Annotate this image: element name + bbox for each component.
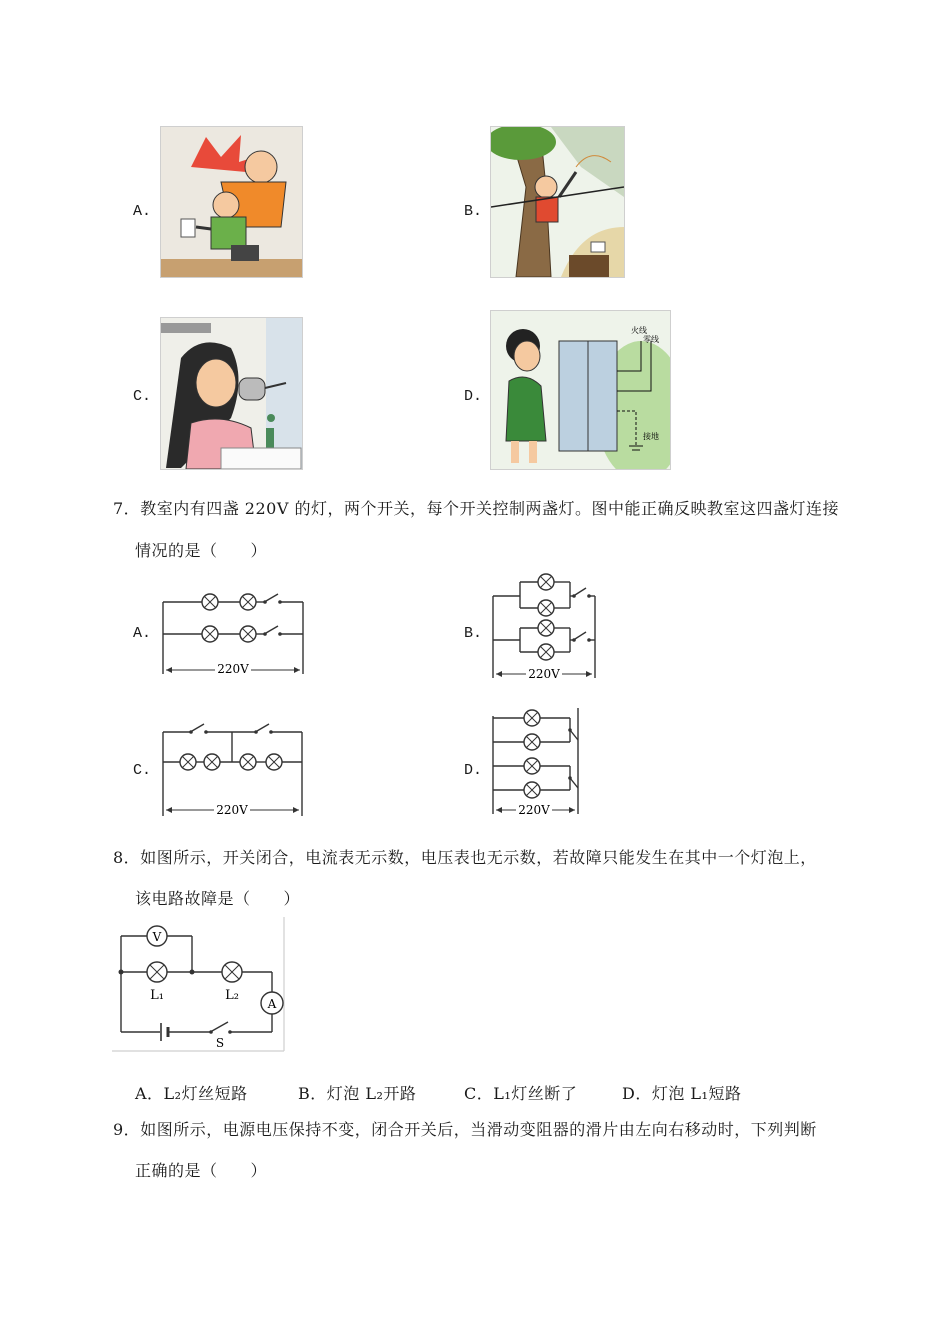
q8-line-2: 该电路故障是（ ） bbox=[135, 889, 301, 908]
switch-icon bbox=[266, 626, 278, 633]
option-label: B. bbox=[464, 625, 483, 642]
q8-choice-a[interactable]: A．L₂灯丝短路 bbox=[135, 1084, 248, 1103]
switch-icon bbox=[192, 724, 204, 731]
switch-icon bbox=[212, 1022, 228, 1031]
q8-choice-b[interactable]: B．灯泡 L₂开路 bbox=[298, 1084, 417, 1103]
woman-hairdryer-illustration bbox=[161, 318, 302, 469]
option-label: D. bbox=[464, 388, 483, 405]
switch-icon bbox=[575, 632, 586, 639]
option-label: C. bbox=[133, 388, 152, 405]
lamp-icon bbox=[204, 754, 220, 770]
option-label: C. bbox=[133, 762, 152, 779]
q7-text-1: 教室内有四盏 220V 的灯，两个开关，每个开关控制两盏灯。图中能正确反映教室这四盏灯连接 bbox=[140, 499, 839, 518]
q9-text-1: 如图所示，电源电压保持不变，闭合开关后，当滑动变阻器的滑片由左向右移动时，下列判断 bbox=[140, 1120, 817, 1139]
picture-woman-hairdryer bbox=[160, 317, 303, 470]
q7a-circuit-diagram bbox=[160, 588, 305, 680]
fire-wire-label: 火线 bbox=[631, 326, 647, 335]
q9-line-1 bbox=[113, 1117, 817, 1140]
picture-fridge-grounding bbox=[490, 310, 671, 470]
lamp-l1-label: L₁ bbox=[150, 988, 164, 1003]
lamp-icon bbox=[524, 758, 540, 774]
child-climbing-tree-illustration bbox=[491, 127, 624, 277]
q7-line-2: 情况的是（ ） bbox=[135, 541, 268, 560]
lamp-icon bbox=[538, 620, 554, 636]
lamp-icon bbox=[240, 626, 256, 642]
ammeter-label: A bbox=[267, 997, 277, 1011]
q8-number: 8． bbox=[113, 848, 141, 867]
option-label: A. bbox=[133, 203, 152, 220]
lamp-l1-icon bbox=[147, 962, 167, 982]
q7d-circuit-diagram bbox=[490, 706, 582, 820]
fridge-grounding-illustration bbox=[491, 311, 670, 469]
q7b-circuit-diagram bbox=[490, 572, 598, 684]
lamp-icon bbox=[538, 574, 554, 590]
lamp-icon bbox=[180, 754, 196, 770]
q8-text-1: 如图所示，开关闭合，电流表无示数，电压表也无示数，若故障只能发生在其中一个灯泡上， bbox=[140, 848, 817, 867]
q9-line-2: 正确的是（ ） bbox=[135, 1161, 268, 1180]
q7c-circuit-diagram bbox=[160, 712, 305, 820]
child-touching-socket-illustration bbox=[161, 127, 302, 277]
battery-icon bbox=[161, 1023, 168, 1041]
q8-choice-c[interactable]: C．L₁灯丝断了 bbox=[464, 1084, 578, 1103]
switch-icon bbox=[257, 724, 269, 731]
q7-number: 7． bbox=[113, 499, 141, 518]
lamp-icon bbox=[240, 594, 256, 610]
option-label: D. bbox=[464, 762, 483, 779]
switch-label: S bbox=[215, 1036, 225, 1050]
q8-line-1 bbox=[113, 845, 817, 868]
voltage-label: 220V bbox=[518, 803, 550, 817]
voltage-label: 220V bbox=[216, 803, 248, 817]
lamp-l2-icon bbox=[222, 962, 242, 982]
lamp-l2-label: L₂ bbox=[225, 988, 239, 1003]
neutral-wire-label: 零线 bbox=[643, 335, 659, 344]
voltage-label: 220V bbox=[528, 667, 560, 681]
q8-choice-d[interactable]: D．灯泡 L₁短路 bbox=[622, 1084, 742, 1103]
q7-line-1 bbox=[113, 496, 839, 519]
lamp-icon bbox=[538, 644, 554, 660]
q8-circuit-diagram bbox=[112, 917, 288, 1053]
voltmeter-label: V bbox=[152, 930, 162, 944]
option-label: A. bbox=[133, 625, 152, 642]
picture-child-touching-socket bbox=[160, 126, 303, 278]
lamp-icon bbox=[524, 734, 540, 750]
ground-label: 接地 bbox=[643, 432, 659, 441]
lamp-icon bbox=[240, 754, 256, 770]
lamp-icon bbox=[202, 594, 218, 610]
q9-number: 9． bbox=[113, 1120, 141, 1139]
lamp-icon bbox=[266, 754, 282, 770]
lamp-icon bbox=[524, 710, 540, 726]
lamp-icon bbox=[202, 626, 218, 642]
switch-icon bbox=[575, 588, 586, 595]
switch-icon bbox=[570, 778, 578, 788]
voltage-label: 220V bbox=[217, 662, 249, 676]
lamp-icon bbox=[538, 600, 554, 616]
lamp-icon bbox=[524, 782, 540, 798]
picture-child-climbing-tree bbox=[490, 126, 625, 278]
switch-icon bbox=[570, 730, 578, 740]
switch-icon bbox=[266, 594, 278, 601]
option-label: B. bbox=[464, 203, 483, 220]
